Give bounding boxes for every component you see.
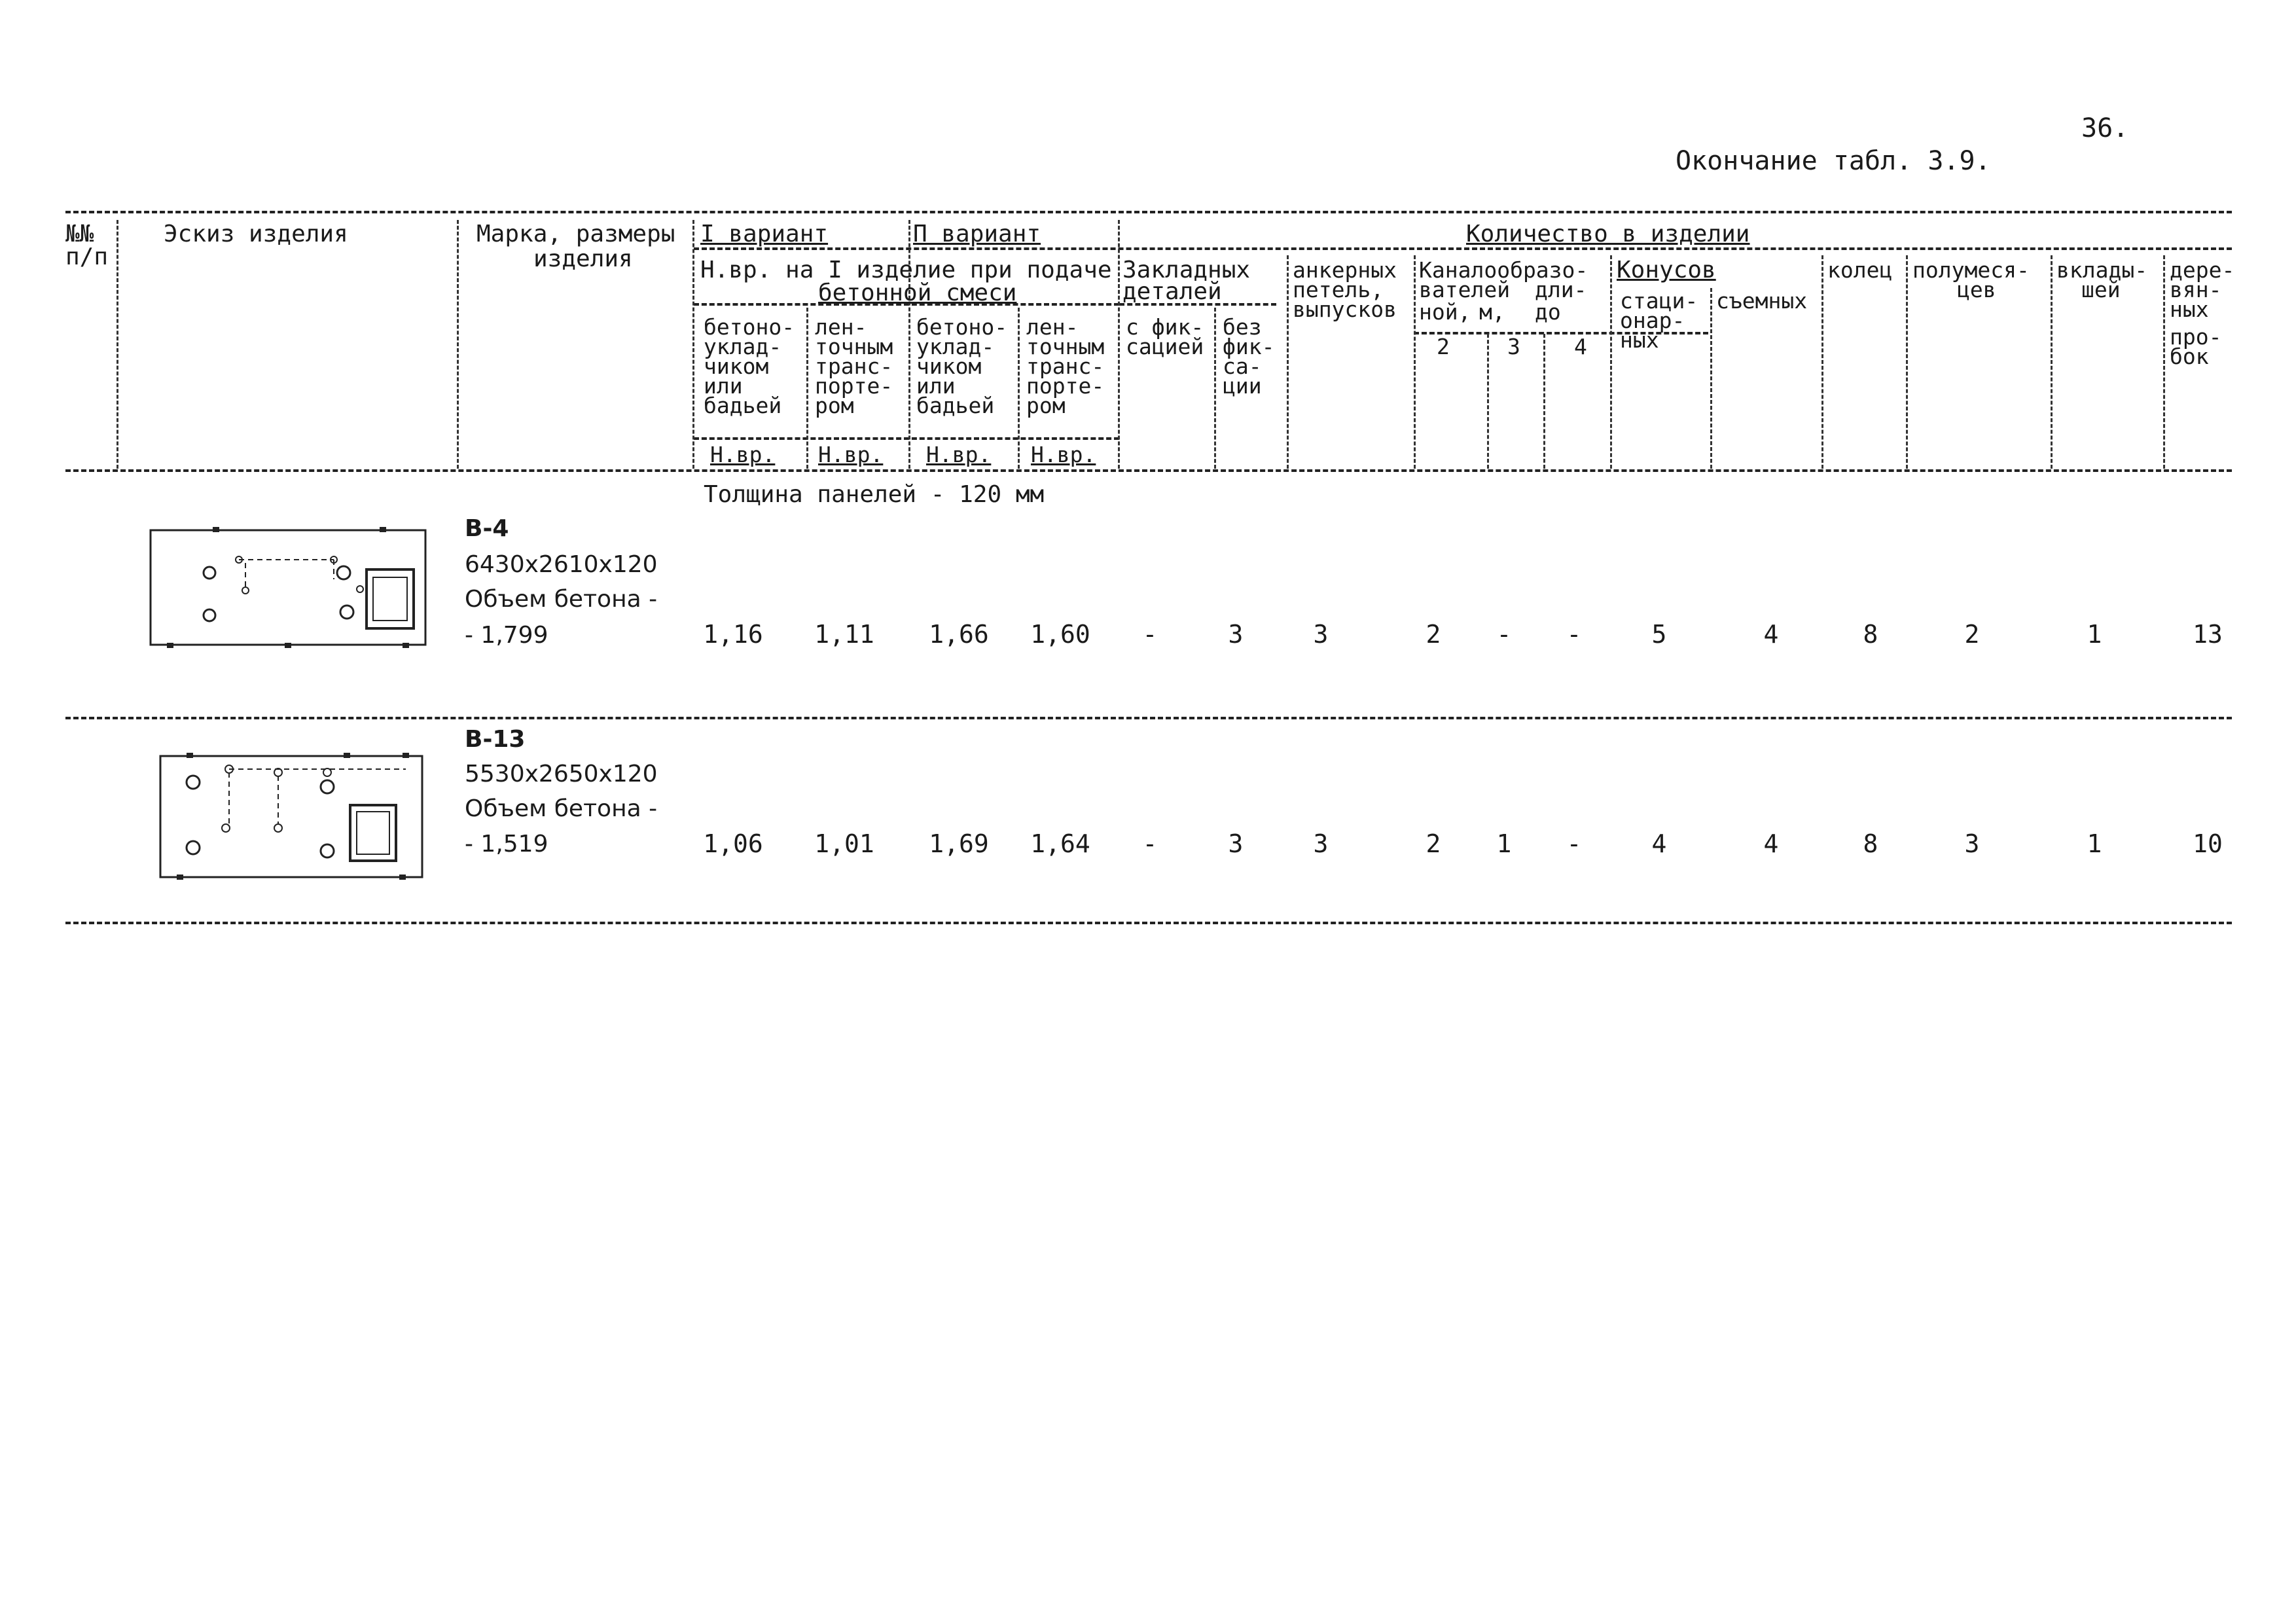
row2-anchor: 3	[1313, 829, 1329, 858]
sub-c-l4: или	[916, 373, 956, 399]
row1-mark: В-4	[465, 515, 509, 542]
emb-nofix-l3: са-	[1223, 353, 1262, 379]
cones-stat-l1: стаци-	[1620, 288, 1698, 314]
inserts-l1: вклады-	[2056, 257, 2148, 283]
row1-emb-fix: -	[1142, 620, 1158, 649]
embedded-header-l1: Закладных	[1122, 257, 1251, 283]
row2-cones-rem: 4	[1763, 829, 1779, 858]
channel-l3c: до	[1535, 299, 1561, 325]
row1-val-b: 1,11	[814, 620, 874, 649]
row1-plugs: 13	[2193, 620, 2223, 649]
row2-val-b: 1,01	[814, 829, 874, 858]
variant-1-header: I вариант	[700, 221, 829, 247]
sub-d-l1: лен-	[1026, 314, 1079, 340]
row2-emb-nofix: 3	[1228, 829, 1244, 858]
panel-sketch-b13	[147, 746, 435, 884]
col-sep-14	[1710, 288, 1712, 469]
row2-rings: 8	[1863, 829, 1878, 858]
col-num-header-l1: №№	[65, 221, 94, 247]
channel-l2b: дли-	[1535, 277, 1587, 302]
table-top-rule	[65, 211, 2232, 213]
channel-l3a: ной,	[1419, 299, 1471, 325]
col-sep-1	[117, 220, 118, 469]
row1-val-c: 1,66	[929, 620, 989, 649]
row1-ch4: -	[1566, 620, 1582, 649]
col-sep-15	[1821, 255, 1823, 469]
sub-a-l2: уклад-	[704, 334, 782, 359]
inserts-l2: шей	[2081, 277, 2121, 302]
channel-2m: 2	[1437, 334, 1450, 359]
row1-val-a: 1,16	[703, 620, 763, 649]
quantity-header: Количество в изделии	[1466, 221, 1750, 247]
panel-sketch-b4	[147, 524, 435, 655]
sub-c-l5: бадьей	[916, 393, 995, 418]
row2-ch4: -	[1566, 829, 1582, 858]
row1-ch2: 2	[1426, 620, 1441, 649]
sub-d-l3: транс-	[1026, 353, 1105, 379]
plugs-l3: ных	[2170, 297, 2209, 322]
col-mark-header-l1: Марка, размеры	[476, 221, 675, 247]
sub-b-l1: лен-	[815, 314, 867, 340]
section-title: Толщина панелей - 120 мм	[704, 481, 1045, 508]
sub-a-l5: бадьей	[704, 393, 782, 418]
embedded-header-l2: деталей	[1122, 278, 1222, 305]
col-sep-6	[1018, 308, 1020, 469]
nvr-header-l1: Н.вр. на I изделие при подаче	[700, 257, 1112, 283]
anchor-l2: петель,	[1293, 277, 1384, 302]
sub-d-l2: точным	[1026, 334, 1105, 359]
row2-plugs: 10	[2193, 829, 2223, 858]
row1-rings: 8	[1863, 620, 1878, 649]
anchor-l3: выпусков	[1293, 297, 1397, 322]
row2-size: 5530х2650х120	[465, 761, 658, 787]
channel-3m: 3	[1507, 334, 1520, 359]
col-sep-7	[1118, 220, 1120, 469]
col-sep-13	[1610, 255, 1612, 469]
row2-volume-l1: Объем бетона -	[465, 795, 658, 822]
row2-val-a: 1,06	[703, 829, 763, 858]
row2-ch3: 1	[1496, 829, 1512, 858]
row1-volume-l1: Объем бетона -	[465, 586, 658, 613]
channel-l1: Каналообразо-	[1419, 257, 1588, 283]
row1-volume-l2: - 1,799	[465, 622, 548, 649]
unit-a: Н.вр.	[710, 442, 776, 467]
col-sep-8	[1214, 308, 1216, 469]
plugs-l1: дере-	[2170, 257, 2235, 283]
unit-b: Н.вр.	[818, 442, 884, 467]
header-bottom-rule	[65, 469, 2232, 472]
sub-b-l5: ром	[815, 393, 854, 418]
row1-halfmoons: 2	[1964, 620, 1980, 649]
col-sketch-header: Эскиз изделия	[164, 221, 348, 247]
plugs-l4: про-	[2170, 324, 2222, 350]
sub-c-l3: чиком	[916, 353, 982, 379]
row2-volume-l2: - 1,519	[465, 831, 548, 857]
halfmoons-l1: полумеся-	[1912, 257, 2030, 283]
row2-emb-fix: -	[1142, 829, 1158, 858]
col-mark-header-l2: изделия	[533, 245, 633, 272]
plugs-l5: бок	[2170, 344, 2209, 369]
row1-emb-nofix: 3	[1228, 620, 1244, 649]
col-sep-18	[2163, 255, 2165, 469]
emb-fix-l2: сацией	[1126, 334, 1204, 359]
row1-cones-rem: 4	[1763, 620, 1779, 649]
emb-nofix-l1: без	[1223, 314, 1262, 340]
col-sep-16	[1906, 255, 1908, 469]
halfmoons-l2: цев	[1957, 277, 1996, 302]
plugs-l2: вян-	[2170, 277, 2222, 302]
table-caption: Окончание табл. 3.9.	[1676, 146, 1991, 176]
sub-a-l1: бетоно-	[704, 314, 795, 340]
sub-d-l5: ром	[1026, 393, 1066, 418]
col-sep-12	[1543, 334, 1545, 469]
sub-b-l2: точным	[815, 334, 893, 359]
rings-header: колец	[1827, 257, 1893, 283]
row1-cones-stat: 5	[1651, 620, 1667, 649]
row2-mark: В-13	[465, 726, 526, 753]
cones-removable: съемных	[1716, 288, 1808, 314]
row1-inserts: 1	[2087, 620, 2102, 649]
row2-ch2: 2	[1426, 829, 1441, 858]
row2-val-c: 1,69	[929, 829, 989, 858]
unit-d: Н.вр.	[1031, 442, 1096, 467]
sub-d-l4: порте-	[1026, 373, 1105, 399]
header-inner-rule-5	[694, 437, 1119, 440]
row2-cones-stat: 4	[1651, 829, 1667, 858]
nvr-header-l2: бетонной смеси	[818, 280, 1017, 306]
page-number: 36.	[2081, 113, 2129, 143]
sub-b-l3: транс-	[815, 353, 893, 379]
row2-inserts: 1	[2087, 829, 2102, 858]
variant-2-header: П вариант	[913, 221, 1041, 247]
col-sep-4	[806, 308, 808, 469]
channel-l3b: м,	[1479, 299, 1505, 325]
cones-stat-l3: ных	[1620, 327, 1659, 353]
sub-c-l1: бетоно-	[916, 314, 1008, 340]
col-sep-11	[1487, 334, 1489, 469]
row1-anchor: 3	[1313, 620, 1329, 649]
col-num-header-l2: п/п	[65, 244, 109, 270]
col-sep-9	[1287, 255, 1289, 469]
row2-val-d: 1,64	[1030, 829, 1090, 858]
unit-c: Н.вр.	[926, 442, 992, 467]
sub-a-l4: или	[704, 373, 743, 399]
col-sep-2	[457, 220, 459, 469]
emb-nofix-l4: ции	[1223, 373, 1262, 399]
row1-val-d: 1,60	[1030, 620, 1090, 649]
row-separator-rule	[65, 717, 2232, 719]
row1-size: 6430х2610х120	[465, 551, 658, 578]
emb-nofix-l2: фик-	[1223, 334, 1275, 359]
header-inner-rule-1	[694, 247, 2232, 250]
col-sep-17	[2051, 255, 2053, 469]
emb-fix-l1: с фик-	[1126, 314, 1204, 340]
sub-c-l2: уклад-	[916, 334, 995, 359]
cones-header: Конусов	[1617, 257, 1716, 283]
sub-a-l3: чиком	[704, 353, 769, 379]
col-sep-3	[692, 220, 694, 469]
channel-l2a: вателей	[1419, 277, 1511, 302]
row1-ch3: -	[1496, 620, 1512, 649]
table-bottom-rule	[65, 922, 2232, 924]
col-sep-10	[1414, 255, 1416, 469]
channel-4m: 4	[1574, 334, 1587, 359]
cones-stat-l2: онар-	[1620, 308, 1685, 333]
sub-b-l4: порте-	[815, 373, 893, 399]
row2-halfmoons: 3	[1964, 829, 1980, 858]
anchor-l1: анкерных	[1293, 257, 1397, 283]
